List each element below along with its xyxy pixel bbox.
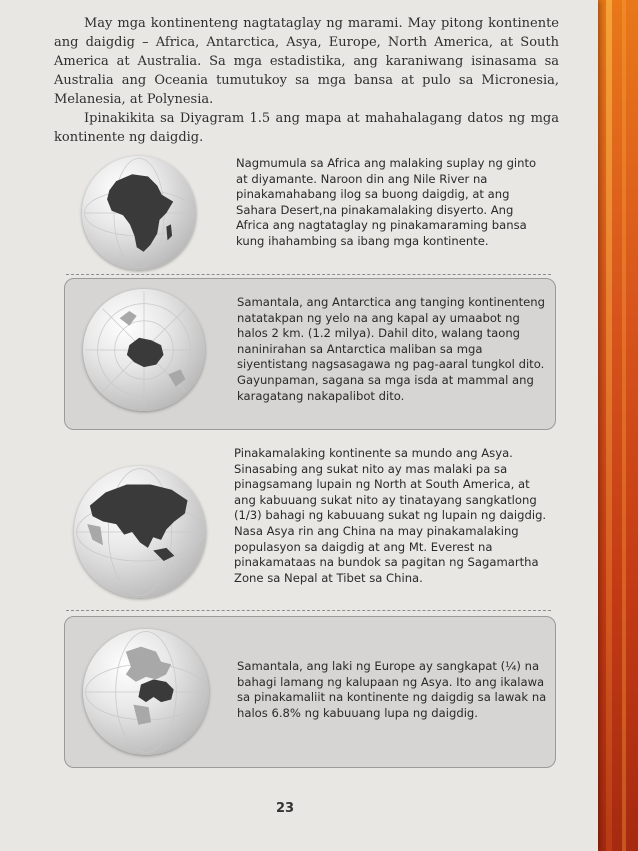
section-europe bbox=[64, 616, 556, 768]
africa-description: Nagmumula sa Africa ang malaking suplay ng ginto at diyamante. Naroon din ang Nile River na pinakamahabang ilog sa buong daigdig, at ang Sahara Desert,na pinakamalaking disyerto. Ang Africa ang nagtataglay ng pinakamaraming bansa kung ihahambing sa ibang mga kontinente. bbox=[236, 156, 537, 248]
decorative-streak bbox=[606, 0, 612, 851]
intro-paragraph-1: May mga kontinenteng nagtataglay ng marami. May pitong kontinente ang daigdig – Africa, Antarctica, Asya, Europe, North America, at South America at Australia. Sa mga estadistika, ang karaniwang isinasama sa Australia ang Oceania tumutukoy sa mga bansa at pulo sa Micronesia, Melanesia, at Polynesia. bbox=[54, 16, 559, 107]
intro-paragraph-2: Ipinakikita sa Diyagram 1.5 ang mapa at mahahalagang datos ng mga kontinente ng daigdig. bbox=[54, 111, 559, 145]
africa-globe-icon bbox=[82, 156, 196, 270]
section-antarctica bbox=[64, 278, 556, 430]
asia-globe-icon bbox=[74, 466, 206, 598]
section-divider bbox=[66, 610, 551, 611]
europe-globe-icon bbox=[83, 629, 209, 755]
section-asya bbox=[64, 442, 554, 612]
section-divider bbox=[66, 274, 551, 275]
decorative-side-panel bbox=[598, 0, 638, 851]
intro-text bbox=[54, 14, 559, 147]
page-number: 23 bbox=[276, 801, 295, 816]
asya-description: Pinakamalaking kontinente sa mundo ang Asya. Sinasabing ang sukat nito ay mas malaki pa sa pinagsamang lupain ng North at South America, at ang kabuuang sukat nito ay tinatayang sangkatlong (1/3) bahagi ng kabuuang sukat ng lupain ng daigdig. Nasa Asya rin ang China na may pinakamalaking populasyon sa daigdig at ang Mt. Everest na pinakamataas na bundok sa pagitan ng Sagamartha Zone sa Nepal at Tibet sa China. bbox=[234, 446, 547, 585]
antarctica-globe-icon bbox=[83, 289, 205, 411]
europe-description: Samantala, ang laki ng Europe ay sangkapat (¼) na bahagi lamang ng kalupaan ng Asya. Ito ang ikalawa sa pinakamaliit na kontinente ng daigdig sa lawak na halos 6.8% ng kabuuang lupa ng daigdig. bbox=[237, 659, 547, 720]
decorative-streak bbox=[622, 0, 626, 851]
section-africa bbox=[64, 150, 554, 272]
antarctica-description: Samantala, ang Antarctica ang tanging kontinenteng natatakpan ng yelo na ang kapal ay umaabot ng halos 2 km. (1.2 milya). Dahil dito, walang taong naninirahan sa Antarctica maliban sa mga siyentistang nagsasagawa ng pag-aaral tungkol dito. Gayunpaman, sagana sa mga isda at mammal ang karagatang nakapalibot dito. bbox=[237, 295, 545, 403]
